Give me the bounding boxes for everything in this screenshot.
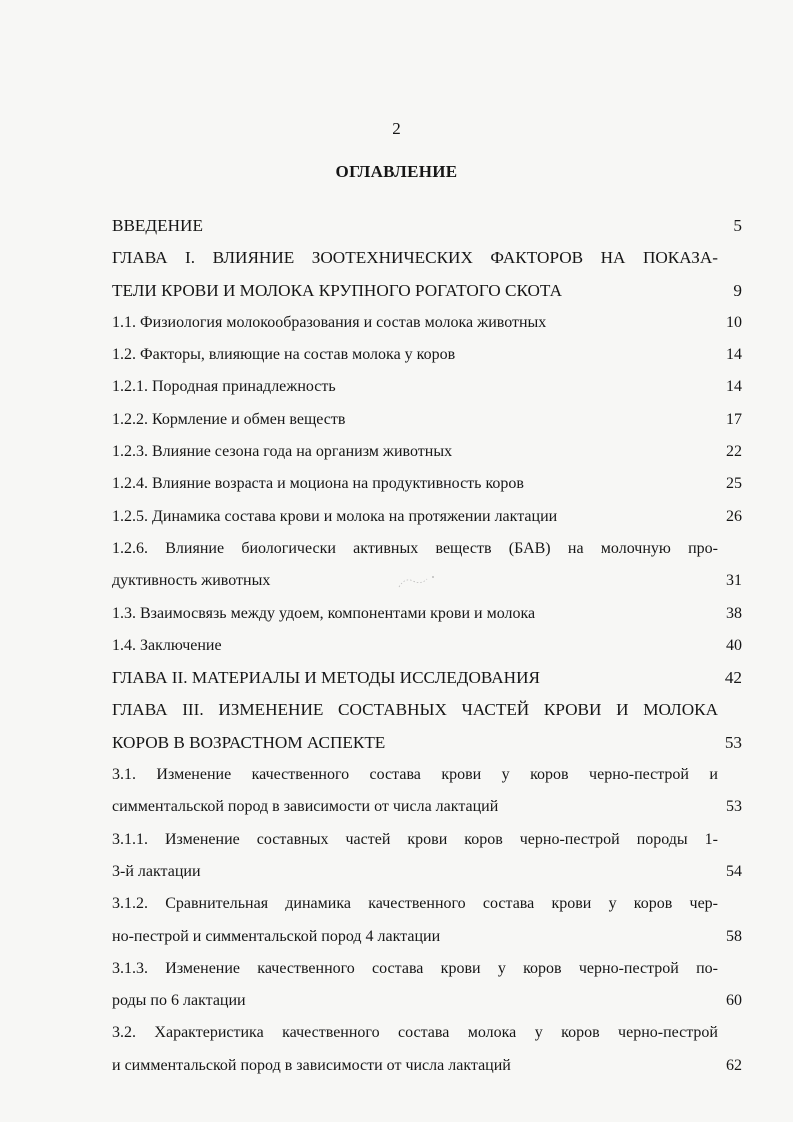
- toc-entry-text: 3.1.3. Изменение качественного состава крови у коров черно-пестрой по-: [112, 959, 718, 977]
- toc-entry-page-number: 10: [726, 313, 742, 331]
- toc-entry: [112, 501, 742, 533]
- toc-entry-page-number: 38: [726, 604, 742, 622]
- toc-entry-text: 1.4. Заключение: [112, 636, 222, 654]
- toc-entry-page-number: 14: [726, 378, 742, 396]
- toc-entry-text: и симментальской пород в зависимости от числа лактаций: [112, 1056, 511, 1074]
- toc-entry: [112, 210, 742, 242]
- toc-entry-page-number: 54: [726, 862, 742, 880]
- toc-entry-text: ГЛАВА II. МАТЕРИАЛЫ И МЕТОДЫ ИССЛЕДОВАНИЯ: [112, 668, 540, 688]
- toc-entry: [112, 598, 742, 630]
- toc-entry-line: [112, 1050, 742, 1082]
- toc-entry-page-number: 22: [726, 443, 742, 461]
- toc-entry-text: 3.1.1. Изменение составных частей крови коров черно-пестрой породы 1-: [112, 830, 718, 848]
- toc-entry-page-number: 58: [726, 927, 742, 945]
- toc-entry: [112, 824, 742, 889]
- toc-entry-text: 1.2.2. Кормление и обмен веществ: [112, 410, 346, 428]
- toc-entry-text: 1.2.3. Влияние сезона года на организм животных: [112, 443, 453, 461]
- toc-entry-text: роды по 6 лактации: [112, 992, 246, 1010]
- page-title: ОГЛАВЛЕНИЕ: [335, 162, 458, 181]
- toc-entry-page-number: 17: [726, 410, 742, 428]
- toc-entry-line: [112, 856, 742, 888]
- toc-entry-page-number: 53: [724, 732, 742, 752]
- scan-smudge-mark: [395, 571, 441, 593]
- toc-entry-page-number: 62: [726, 1056, 742, 1074]
- toc-entry-text: 1.2. Факторы, влияющие на состав молока у коров: [112, 346, 456, 364]
- toc-entry-text: но-пестрой и симментальской пород 4 лактации: [112, 927, 441, 945]
- toc-entry-text: 3.2. Характеристика качественного состава молока у коров черно-пестрой: [112, 1024, 718, 1042]
- toc-entry-text: ТЕЛИ КРОВИ И МОЛОКА КРУПНОГО РОГАТОГО СКОТА: [112, 280, 562, 300]
- toc-entry-text: 1.2.1. Породная принадлежность: [112, 378, 336, 396]
- toc-entry-line: [112, 371, 742, 403]
- toc-entry-text: 1.2.4. Влияние возраста и моциона на продуктивность коров: [112, 475, 524, 493]
- toc-entry-line: [112, 985, 742, 1017]
- toc-entry: [112, 242, 742, 307]
- toc-entry-page-number: 60: [726, 992, 742, 1010]
- toc-entry-line: [112, 210, 742, 242]
- toc-entry-text: ВВЕДЕНИЕ: [112, 216, 203, 235]
- toc-entry: [112, 468, 742, 500]
- toc-entry-page-number: 26: [726, 507, 742, 525]
- toc-entry: [112, 371, 742, 403]
- toc-entry-line: [112, 759, 742, 791]
- toc-entry-text: 1.2.6. Влияние биологически активных веществ (БАВ) на молочную про-: [112, 539, 718, 557]
- toc-entry: [112, 662, 742, 694]
- toc-entry-line: [112, 307, 742, 339]
- toc-entry-text: 3.1. Изменение качественного состава крови у коров черно-пестрой и: [112, 766, 718, 784]
- toc-entry: [112, 404, 742, 436]
- toc-entry-text: 3-й лактации: [112, 862, 201, 880]
- toc-entry-line: [112, 791, 742, 823]
- toc-entry-line: [112, 275, 742, 307]
- toc-entry-line: [112, 630, 742, 662]
- toc-entry: [112, 759, 742, 824]
- toc-entry: [112, 1017, 742, 1082]
- toc-entry-line: [112, 953, 742, 985]
- toc-entry-text: дуктивность животных: [112, 572, 271, 590]
- toc-entry-line: [112, 501, 742, 533]
- toc-entry-page-number: 14: [726, 346, 742, 364]
- toc-entry-line: [112, 404, 742, 436]
- toc-entry-line: [112, 1017, 742, 1049]
- toc-entry-line: [112, 888, 742, 920]
- toc-entry: [112, 630, 742, 662]
- table-of-contents: [112, 210, 742, 1082]
- toc-entry-text: симментальской пород в зависимости от числа лактаций: [112, 798, 499, 816]
- toc-entry-page-number: 42: [724, 668, 742, 688]
- page-number: 2: [392, 119, 401, 138]
- toc-entry-line: [112, 694, 742, 726]
- toc-entry-page-number: 31: [726, 572, 742, 590]
- toc-entry-line: [112, 533, 742, 565]
- toc-entry-page-number: 53: [726, 798, 742, 816]
- toc-entry-line: [112, 921, 742, 953]
- toc-entry: [112, 339, 742, 371]
- toc-entry-text: 1.3. Взаимосвязь между удоем, компонентами крови и молока: [112, 604, 536, 622]
- toc-entry: [112, 436, 742, 468]
- toc-entry-line: [112, 727, 742, 759]
- toc-entry-line: [112, 662, 742, 694]
- toc-entry-page-number: 40: [726, 636, 742, 654]
- toc-entry-line: [112, 598, 742, 630]
- toc-entry-page-number: 25: [726, 475, 742, 493]
- toc-entry-text: КОРОВ В ВОЗРАСТНОМ АСПЕКТЕ: [112, 732, 386, 752]
- toc-entry-line: [112, 242, 742, 274]
- toc-entry-text: 3.1.2. Сравнительная динамика качественного состава крови у коров чер-: [112, 895, 718, 913]
- toc-entry-line: [112, 468, 742, 500]
- toc-entry-line: [112, 436, 742, 468]
- toc-entry-page-number: 5: [733, 216, 742, 235]
- toc-entry-page-number: 9: [733, 280, 742, 300]
- toc-entry-line: [112, 824, 742, 856]
- toc-entry: [112, 953, 742, 1018]
- toc-entry: [112, 694, 742, 759]
- toc-entry-text: ГЛАВА I. ВЛИЯНИЕ ЗООТЕХНИЧЕСКИХ ФАКТОРОВ НА ПОКАЗА-: [112, 248, 718, 268]
- toc-entry-line: [112, 339, 742, 371]
- toc-entry: [112, 888, 742, 953]
- toc-entry-text: ГЛАВА III. ИЗМЕНЕНИЕ СОСТАВНЫХ ЧАСТЕЙ КРОВИ И МОЛОКА: [112, 700, 718, 720]
- toc-entry-text: 1.2.5. Динамика состава крови и молока на протяжении лактации: [112, 507, 558, 525]
- toc-entry: [112, 307, 742, 339]
- toc-entry-text: 1.1. Физиология молокообразования и состав молока животных: [112, 313, 547, 331]
